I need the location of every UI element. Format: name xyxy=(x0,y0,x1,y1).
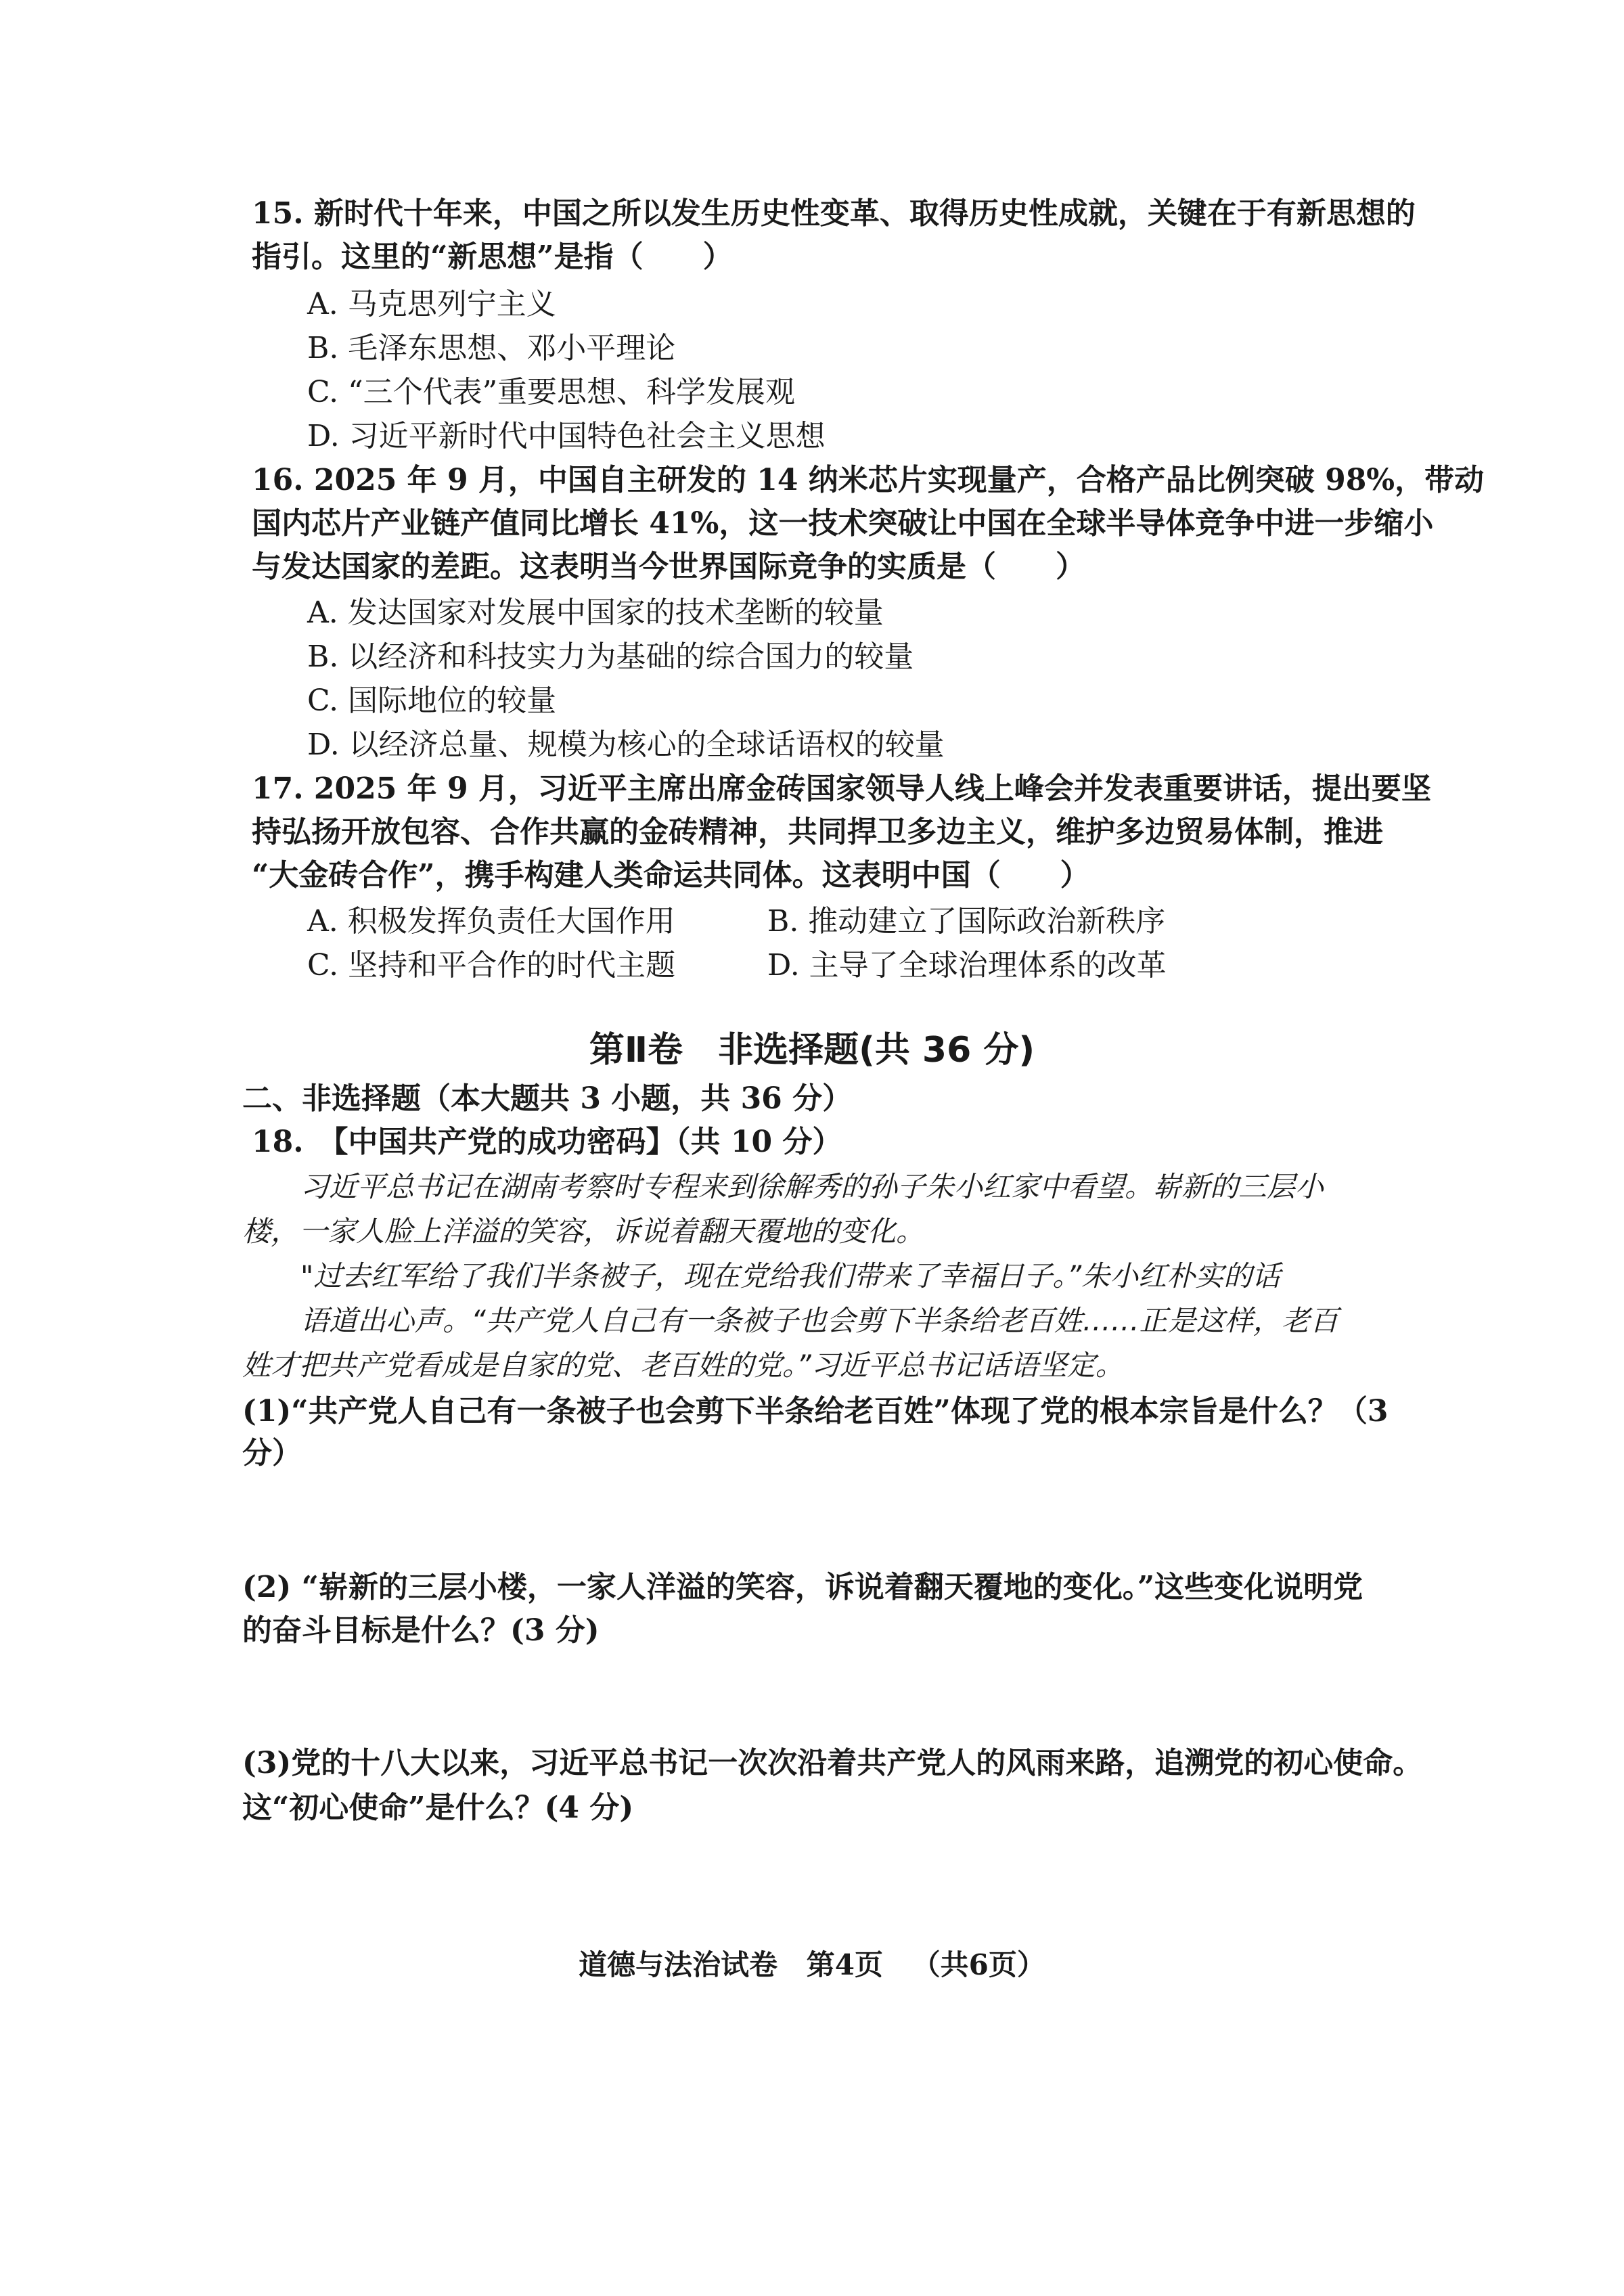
q18-material-line4: 语道出心声。“共产党人自己有一条被子也会剪下半条给老百姓……正是这样，老百 xyxy=(300,1304,1338,1337)
q17-option-d: D. 主导了全球治理体系的改革 xyxy=(767,948,1167,983)
q18-material-line3: "过去红军给了我们半条被子，现在党给我们带来了幸福日子。”朱小红朴实的话 xyxy=(300,1259,1281,1292)
q17-stem-line2: 持弘扬开放包容、合作共赢的金砖精神，共同捍卫多边主义，维护多边贸易体制，推进 xyxy=(252,815,1383,849)
q18-subquestion-1-line1: (1)“共产党人自己有一条被子也会剪下半条给老百姓”体现了党的根本宗旨是什么？（3 xyxy=(242,1394,1389,1428)
footer-page-number: 第4页 xyxy=(806,1948,883,1981)
q15-stem-line2: 指引。这里的“新思想”是指（ ） xyxy=(252,240,733,274)
q17-stem-line3: “大金砖合作”，携手构建人类命运共同体。这表明中国（ ） xyxy=(252,858,1090,893)
q16-option-c: C. 国际地位的较量 xyxy=(307,683,557,718)
q17-option-b: B. 推动建立了国际政治新秩序 xyxy=(767,904,1166,939)
q15-option-b: B. 毛泽东思想、邓小平理论 xyxy=(307,331,676,365)
q16-option-b: B. 以经济和科技实力为基础的综合国力的较量 xyxy=(307,639,914,674)
q18-subquestion-1-line2: 分） xyxy=(242,1436,302,1470)
q18-material-line1: 习近平总书记在湖南考察时专程来到徐解秀的孙子朱小红家中看望。崭新的三层小 xyxy=(300,1170,1324,1203)
q15-stem-line1: 15. 新时代十年来，中国之所以发生历史性变革、取得历史性成就，关键在于有新思想的 xyxy=(252,196,1416,231)
q18-subquestion-3-line2: 这“初心使命”是什么？(4 分) xyxy=(242,1791,634,1825)
q16-option-d: D. 以经济总量、规模为核心的全球话语权的较量 xyxy=(307,727,945,762)
q17-option-a: A. 积极发挥负责任大国作用 xyxy=(307,904,675,939)
q16-option-a: A. 发达国家对发展中国家的技术垄断的较量 xyxy=(307,595,884,630)
section-2-title: 第Ⅱ卷 非选择题(共 36 分) xyxy=(589,1030,1035,1071)
q15-option-c: C. “三个代表”重要思想、科学发展观 xyxy=(307,375,796,409)
q18-heading: 18. 【中国共产党的成功密码】（共 10 分） xyxy=(252,1125,842,1159)
q16-stem-line2: 国内芯片产业链产值同比增长 41%，这一技术突破让中国在全球半导体竞争中进一步缩小 xyxy=(252,506,1434,541)
section-2-heading: 二、非选择题（本大题共 3 小题，共 36 分） xyxy=(242,1081,853,1116)
q18-material-line2: 楼，一家人脸上洋溢的笑容，诉说着翻天覆地的变化。 xyxy=(242,1215,925,1248)
q17-stem-line1: 17. 2025 年 9 月，习近平主席出席金砖国家领导人线上峰会并发表重要讲话，提出要坚 xyxy=(252,771,1431,806)
q16-stem-line3: 与发达国家的差距。这表明当今世界国际竞争的实质是（ ） xyxy=(252,549,1085,584)
q18-subquestion-2-line2: 的奋斗目标是什么？(3 分) xyxy=(242,1613,600,1648)
q15-option-a: A. 马克思列宁主义 xyxy=(307,287,556,321)
q15-option-d: D. 习近平新时代中国特色社会主义思想 xyxy=(307,419,826,453)
q18-subquestion-2-line1: (2) “崭新的三层小楼，一家人洋溢的笑容，诉说着翻天覆地的变化。”这些变化说明党 xyxy=(242,1570,1363,1604)
footer-total-pages: （共6页） xyxy=(911,1948,1045,1981)
footer-subject: 道德与法治试卷 xyxy=(579,1948,778,1981)
q18-subquestion-3-line1: (3)党的十八大以来，习近平总书记一次次沿着共产党人的风雨来路，追溯党的初心使命。 xyxy=(242,1746,1423,1780)
q17-option-c: C. 坚持和平合作的时代主题 xyxy=(307,948,676,983)
page-footer xyxy=(0,1946,1624,1984)
q16-stem-line1: 16. 2025 年 9 月，中国自主研发的 14 纳米芯片实现量产，合格产品比例突破 98%，带动 xyxy=(252,463,1485,497)
q18-material-line5: 姓才把共产党看成是自家的党、老百姓的党。”习近平总书记话语坚定。 xyxy=(242,1349,1124,1382)
